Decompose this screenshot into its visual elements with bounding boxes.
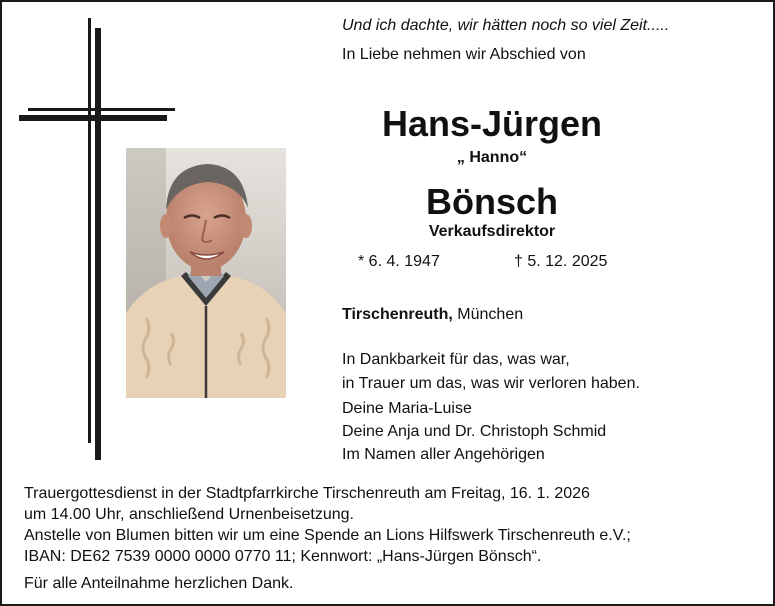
nickname: „ Hanno“: [456, 149, 528, 166]
portrait-photo: [126, 148, 286, 398]
cross-icon-horizontal: [19, 115, 167, 121]
service-line: Anstelle von Blumen bitten wir um eine Spende an Lions Hilfswerk Tirschenreuth e.V.;: [24, 527, 631, 544]
first-name: Hans-Jürgen: [381, 103, 603, 144]
mourner-line: Deine Maria-Luise: [342, 400, 472, 417]
last-name: Bönsch: [425, 181, 558, 222]
service-line: IBAN: DE62 7539 0000 0000 0770 11; Kennwort: „Hans-Jürgen Bönsch“.: [24, 548, 542, 565]
service-line: Trauergottesdienst in der Stadtpfarrkirche Tirschenreuth am Freitag, 16. 1. 2026: [24, 485, 590, 502]
closing-thanks: Für alle Anteilnahme herzlichen Dank.: [24, 575, 294, 592]
birth-date: * 6. 4. 1947: [358, 253, 440, 270]
place-secondary: München: [452, 306, 524, 323]
intro-text: In Liebe nehmen wir Abschied von: [342, 46, 586, 63]
death-date: † 5. 12. 2025: [514, 253, 608, 270]
gratitude-line: in Trauer um das, was wir verloren haben.: [342, 375, 640, 392]
mourner-line: Deine Anja und Dr. Christoph Schmid: [342, 423, 607, 440]
gratitude-line: In Dankbarkeit für das, was war,: [342, 351, 570, 368]
place-primary: Tirschenreuth,: [342, 306, 453, 323]
mourner-line: Im Namen aller Angehörigen: [342, 446, 545, 463]
motto-text: Und ich dachte, wir hätten noch so viel Zeit.....: [342, 17, 670, 34]
cross-icon-shadow-horizontal: [28, 108, 175, 111]
service-line: um 14.00 Uhr, anschließend Urnenbeisetzung.: [24, 506, 354, 523]
cross-icon-vertical: [95, 28, 101, 460]
profession: Verkaufsdirektor: [428, 223, 556, 240]
cross-icon-shadow-vertical: [88, 18, 91, 443]
places: [342, 305, 523, 325]
